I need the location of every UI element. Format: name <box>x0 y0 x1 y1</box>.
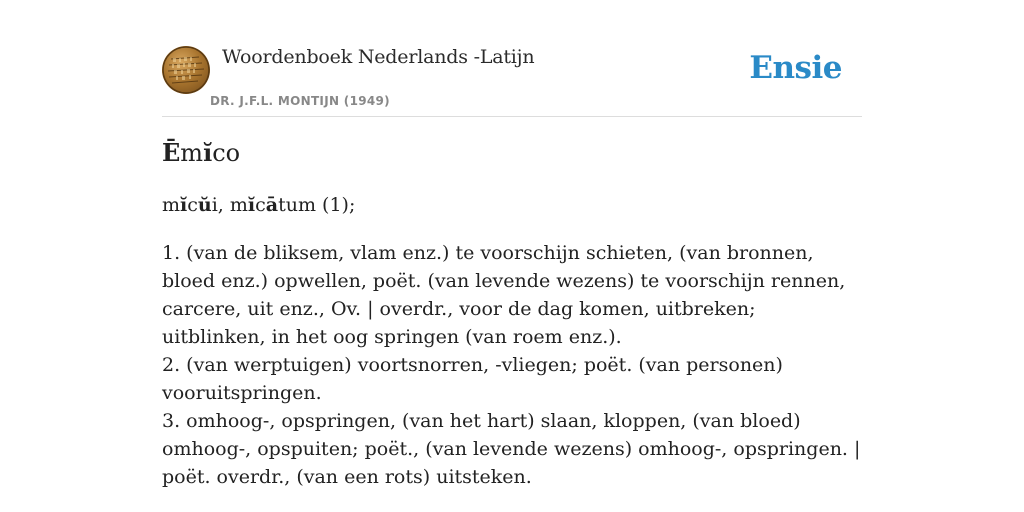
forms-part: c <box>187 194 198 216</box>
dictionary-author: DR. J.F.L. MONTIJN (1949) <box>210 94 390 108</box>
headword-part: m <box>180 139 204 167</box>
forms-part: ĭ <box>247 194 256 216</box>
entry-headword <box>162 138 240 167</box>
forms-part: tum (1); <box>278 194 356 216</box>
forms-part: ŭ <box>197 194 212 216</box>
headword-part: co <box>212 139 241 167</box>
definition-sense-1: 1. (van de bliksem, vlam enz.) te voorschijn schieten, (van bronnen, bloed enz.) opwellen, poët. (van levende wezens) te voorschijn rennen, carcere, uit enz., Ov. | overdr., voor de dag komen, uitbreken; uitblinken, in het oog springen (van roem enz.). <box>162 242 846 348</box>
dictionary-title[interactable]: Woordenboek Nederlands -Latijn <box>222 46 535 68</box>
dictionary-header <box>162 46 862 117</box>
entry-definitions <box>162 239 862 491</box>
dictionary-cover-icon[interactable] <box>162 46 210 94</box>
headword-part: ĭ <box>203 138 213 167</box>
forms-part: c <box>255 194 266 216</box>
definition-sense-2: 2. (van werptuigen) voortsnorren, -vliegen; poët. (van personen) vooruitspringen. <box>162 354 783 404</box>
entry-principal-parts <box>162 194 355 216</box>
definition-sense-3: 3. omhoog-, opspringen, (van het hart) slaan, kloppen, (van bloed) omhoog-, opspuiten; poët., (van levende wezens) omhoog-, opspringen. | poët. overdr., (van een rots) uitsteken. <box>162 410 861 488</box>
forms-part: m <box>162 194 181 216</box>
forms-part: ā <box>265 194 279 216</box>
forms-part: i, m <box>211 194 248 216</box>
brand-logo[interactable]: Ensie <box>749 50 842 86</box>
headword-part: Ē <box>162 138 181 167</box>
forms-part: ĭ <box>180 194 188 216</box>
